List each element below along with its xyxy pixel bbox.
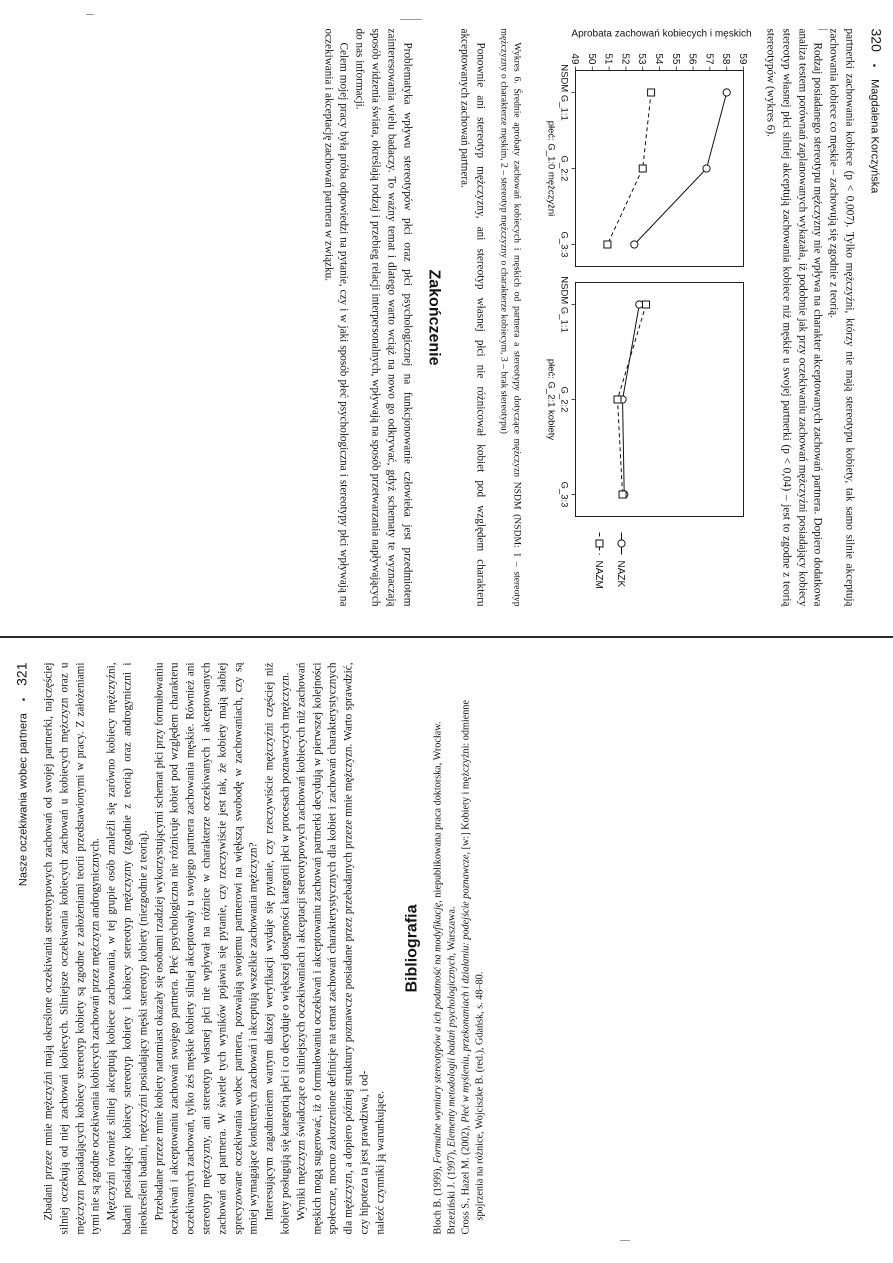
bib-author: Brzeziński J. (1997),: [446, 1149, 458, 1235]
bibliography-entry: [459, 663, 487, 1235]
bib-title: Płeć w myśleniu, przekonaniach i działaniu: podejście poznawcze,: [460, 851, 472, 1123]
y-tick-label: 56: [686, 53, 698, 65]
page-number: 321: [13, 662, 30, 686]
heading-conclusion: Zakończenie: [425, 269, 443, 366]
figure-6: [530, 29, 752, 607]
data-point-nazk: [631, 241, 638, 248]
x-tick-label: NSDM G_1:1: [558, 64, 570, 121]
bibliography-entry: [431, 663, 445, 1235]
paragraph: Rodzaj posiadanego stereotypu mężczyzny nie wpływa na charakter akceptowanych zachowań partnera. Dopiero dodatkowa analiza testem porównań zaplanowanych wykazała, iż podobnie jak przy oczekiwaniu zachowań mężczyźni posiadający kobiecy stereotyp własnej płci silniej akceptują zachowania kobiece niż męskie u swojej partnerki (p < 0,04) – jest to zgodne z teorią stereotypów (wykres 6).: [764, 28, 824, 607]
legend-marker-square: [596, 540, 603, 547]
panel-frame: [576, 283, 744, 517]
figure-caption-text: Średnie aprobaty zachowań kobiecych i męskich od partnera a stereotypy dotyczące mężczyzn NSDM (NSDM: 1 – stereotyp mężczyzny o charakterze męskim, 2 – stereotyp mężczyzny o charakterze kobiecym, 3 – brak stereotypu): [498, 28, 523, 607]
panel-xlabel: płeć: G_2:1 kobiety: [545, 358, 557, 441]
bibliography-entry: [445, 663, 459, 1235]
y-tick-label: 54: [653, 53, 665, 65]
page-320: [0, 1, 893, 631]
x-tick-label: G_3:3: [558, 231, 570, 258]
y-axis-title-wrap: [530, 29, 752, 47]
y-tick-label: 53: [636, 53, 648, 65]
data-point-nazm: [604, 241, 611, 248]
y-tick-label: 57: [703, 53, 715, 65]
y-tick-label: 49: [569, 53, 581, 65]
paragraph: Celem mojej pracy była próba odpowiedzi na pytanie, czy i w jaki sposób płeć psychologiczna i stereotypy płci wpływają na oczekiwania i akceptację zachowań partnera w związku.: [322, 28, 350, 607]
paragraph: partnerki zachowania kobiece (p < 0,007). Tylko mężczyźni, którzy nie mają stereotypu kobiety, tak samo silnie akceptują zachowania kobiece co męskie – zachowują się zgodnie z teorią.: [827, 28, 856, 607]
header-bullet: ▪: [18, 697, 29, 702]
heading-bibliography: Bibliografia: [403, 904, 421, 993]
bib-author: Cross S., Hazel M. (2002),: [460, 1125, 472, 1235]
data-point-nazk: [723, 89, 730, 96]
panel-xlabel: płeć: G_1:0 mężczyźni: [545, 120, 557, 217]
data-point-nazm: [614, 396, 621, 403]
header-bullet: ▪: [869, 63, 880, 68]
y-tick-label: 59: [737, 53, 749, 65]
legend-label: NAZM: [593, 560, 605, 589]
running-header: [14, 663, 30, 1235]
paragraph: Problematyka wpływu stereotypów płci oraz płci psychologicznej na funkcjonowanie człowieka jest przedmiotem zainteresowania wielu badaczy. To ważny temat i dlatego warto wciąż na nowo go odkrywać, gdyż schematy te wyznaczają sposób widzenia świata, określają rodzaj i przebieg relacji interpersonalnych, wpływają na sposób przetwarzania napływających do nas informacji.: [353, 28, 414, 607]
bib-title: Elementy metodologii badań psychologicznych,: [446, 952, 458, 1148]
paragraph: Mężczyźni również silniej akceptują kobiece zachowania, w tej grupie osób znaleźli się zarówno kobiecy mężczyźni, badani posiadający kobiecy stereotyp kobiety i kobiecy stereotyp mężczyzny (zgodnie z teorią) oraz androgyniczni i nieokreśleni badani, mężczyźni posiadający męski stereotyp kobiety (niezgodnie z teorią).: [105, 662, 150, 1235]
y-tick-label: 55: [670, 53, 682, 65]
x-tick-label: G_3:3: [558, 481, 570, 508]
bib-rest: Warszawa.: [446, 906, 458, 951]
paragraph: Interesującym zagadnieniem wartym dalszej weryfikacji wydaje się pytanie, czy rzeczywiście mężczyźni częściej niż kobiety posługują się kategorią płci i co decyduje o większej dostępności kategorii płci w procesach poznawczych mężczyzn.: [263, 662, 292, 1235]
data-point-nazk: [636, 301, 643, 308]
bib-rest: [w:] Kobiety i mężczyźni: odmienne spojrzenia na różnice, Wojciszke B. (red.), Gdańsk, s. 48–80.: [460, 700, 486, 1221]
page-321: [0, 633, 893, 1263]
running-author: Magdalena Korczyńska: [868, 79, 881, 194]
paragraph: Ponownie ani stereotyp mężczyzny, ani stereotyp własnej płci nie różnicował kobiet pod względem charakteru akceptowanych zachowań partnera.: [458, 28, 487, 607]
data-point-nazm: [648, 89, 655, 96]
figure-caption: [498, 29, 524, 607]
bib-rest: niepublikowana praca doktorska, Wrocław.: [432, 721, 444, 898]
panel-frame: [576, 71, 744, 267]
figure-caption-label: Wykres 6.: [511, 42, 523, 84]
x-tick-label: G_2:2: [558, 155, 570, 182]
y-tick-label: 52: [619, 53, 631, 65]
paragraph: Przebadane przeze mnie kobiety natomiast okazały się osobami rzadziej wykorzystującymi schemat płci przy formułowaniu oczekiwań i akceptowaniu zachowań swojego partnera. Płeć psychologiczna nie różnicuje kobiet pod względem charakteru oczekiwanych zachowań, tylko żeś męskie kobiety silniej akceptowały u swojego partnera zachowania męskie. Również ani stereotyp mężczyzny, ani stereotyp własnej płci nie wpływał na różnice w charakterze oczekiwanych i akceptowanych zachowań od partnera. W świetle tych wyników pojawia się pytanie, czy rzeczywiście jest tak, że kobiety mają słabiej sprecyzowane oczekiwania wobec partnera, pozwalają swojemu partnerowi na większą swobodę w zachowaniach, czy są mniej wymagające konkretnych zachowań i akceptują wszelkie zachowania mężczyzn?: [153, 662, 260, 1235]
data-point-nazk: [703, 165, 710, 172]
x-tick-label: NSDM G_1:1: [558, 276, 570, 333]
line-chart: [530, 47, 752, 603]
y-tick-label: 51: [602, 53, 614, 65]
y-tick-label: 58: [720, 53, 732, 65]
data-point-nazm: [643, 301, 650, 308]
paragraph: Zbadani przeze mnie mężczyźni mają określone oczekiwania stereotypowych zachowań od swojej partnerki, najczęściej silniej oczekują od niej zachowań kobiecych. Silniejsze oczekiwania kobiecych zachowań u kobiecych mężczyzn oraz u mężczyzn posiadających kobiecy stereotyp kobiety są zgodne z założeniami teorii przedstawionymi w pracy. Z założeniami tymi nie są zgodne oczekiwania kobiecych zachowań przez mężczyzn androgynicznych.: [42, 662, 102, 1235]
y-tick-label: 50: [586, 53, 598, 65]
bib-title: Formalne wymiary stereotypów a ich podatność na modyfikację,: [432, 900, 444, 1164]
paragraph: należć czynniki ją warunkujące.: [374, 1091, 387, 1235]
data-point-nazm: [619, 491, 626, 498]
legend-label: NAZK: [615, 560, 627, 588]
legend-marker-circle: [618, 540, 625, 547]
running-header: [869, 29, 885, 607]
x-tick-label: G_2:2: [558, 386, 570, 413]
bib-author: Bloch B. (1999),: [432, 1166, 444, 1235]
data-point-nazm: [639, 165, 646, 172]
running-title: Nasze oczekiwania wobec partnera: [17, 713, 30, 887]
paragraph: Wyniki mężczyzn świadczące o silniejszych oczekiwaniach i akceptacji stereotypowych zachowań kobiecych niż zachowań męskich mogą sugerować, iż o formułowaniu oczekiwań i akceptowaniu zachowań partnerki decydują w pierwszej kolejności społeczne, mocno zakorzenione definicje na temat zachowań charakterystycznych dla kobiet i zachowań charakterystycznych dla mężczyzn, a dopiero później struktury poznawcze posiadane przez przebadanych przeze mnie mężczyzn. Warto sprawdzić, czy hipoteza ta jest prawdziwa, i od-: [295, 662, 371, 1235]
page-number: 320: [868, 28, 885, 52]
y-axis-title: Aprobata zachowań kobiecych i męskich: [571, 28, 752, 40]
